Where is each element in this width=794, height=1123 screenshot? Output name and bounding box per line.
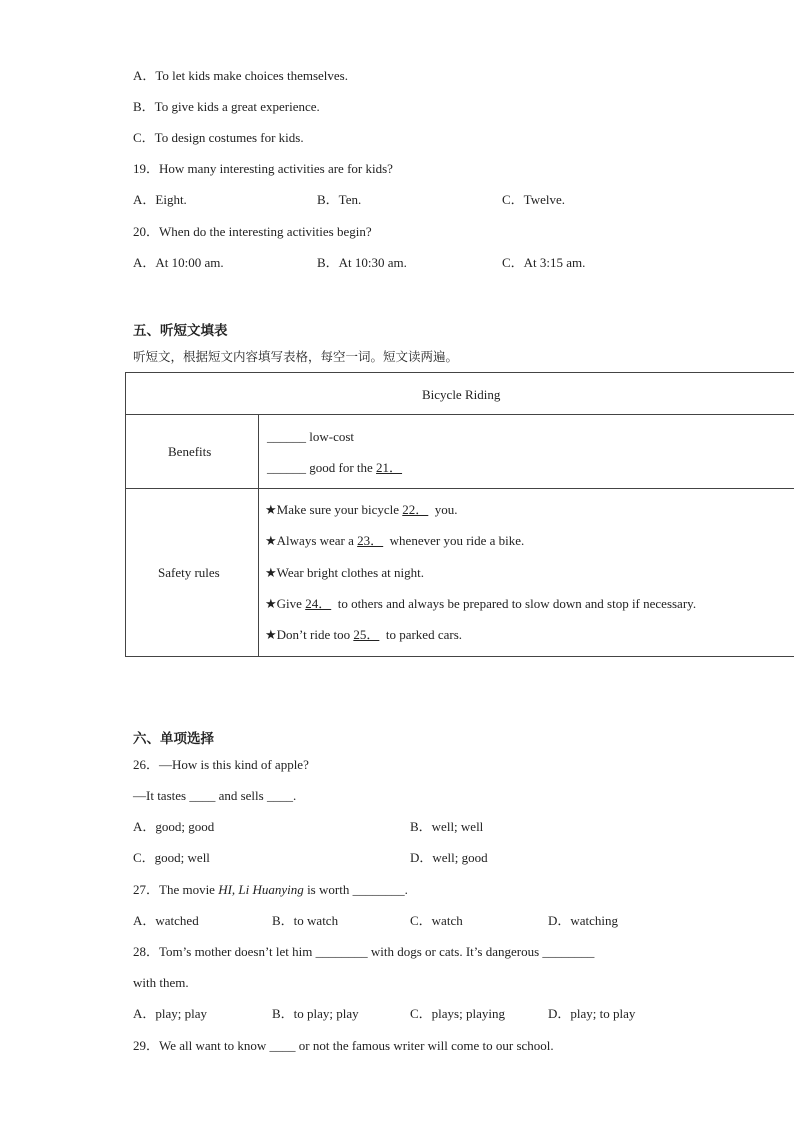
- q27-option-d: D．watching: [548, 913, 619, 928]
- q20-option-c: C．At 3:15 am.: [502, 255, 586, 270]
- q26-option-b: B．well; well: [410, 819, 484, 834]
- blank-number-22[interactable]: 22．: [402, 502, 429, 517]
- fill-blank[interactable]: ______: [267, 429, 306, 444]
- q19-option-b: B．Ten.: [317, 192, 362, 207]
- table-title: Bicycle Riding: [422, 387, 501, 402]
- rule-text: ★Wear bright clothes at night.: [265, 565, 424, 580]
- q27-stem-text: 27．The movie: [133, 882, 219, 897]
- rule-text: ★Always wear a: [265, 533, 358, 548]
- rule-text: you.: [434, 502, 458, 517]
- bicycle-riding-table: [125, 372, 794, 657]
- table-divider: [126, 488, 794, 489]
- q19-option-a: A．Eight.: [133, 192, 187, 207]
- q28-option-b: B．to play; play: [272, 1006, 359, 1021]
- benefit-row: [267, 429, 354, 445]
- rule-row: [265, 627, 462, 643]
- rule-text: to others and always be prepared to slow down and stop if necessary.: [337, 596, 697, 611]
- q28-stem: 28．Tom’s mother doesn’t let him ________ with dogs or cats. It’s dangerous ________: [133, 944, 595, 959]
- q26-option-c: C．good; well: [133, 850, 210, 865]
- q26-option-d: D．well; good: [410, 850, 488, 865]
- blank-number-24[interactable]: 24．: [305, 596, 332, 611]
- q28-option-c: C．plays; playing: [410, 1006, 505, 1021]
- q19-option-c: C．Twelve.: [502, 192, 565, 207]
- rule-row: [265, 596, 696, 612]
- q18-option-a: A．To let kids make choices themselves.: [133, 68, 348, 83]
- section6-heading: 六、单项选择: [133, 731, 214, 747]
- fill-blank[interactable]: ______: [267, 460, 306, 475]
- q26-stem: 26．—How is this kind of apple?: [133, 757, 309, 772]
- q18-option-b: B．To give kids a great experience.: [133, 99, 320, 114]
- q28-option-a: A．play; play: [133, 1006, 208, 1021]
- section5-heading: 五、听短文填表: [133, 323, 228, 339]
- rule-text: whenever you ride a bike.: [389, 533, 525, 548]
- rule-text: ★Give: [265, 596, 306, 611]
- q27-option-c: C．watch: [410, 913, 463, 928]
- rule-text: ★Don’t ride too: [265, 627, 354, 642]
- rule-text: ★Make sure your bicycle: [265, 502, 403, 517]
- rule-row: [265, 502, 458, 518]
- table-divider: [126, 414, 794, 415]
- blank-number-21[interactable]: 21．: [376, 460, 403, 475]
- benefit-text: good for the: [306, 460, 377, 475]
- rule-row: [265, 565, 424, 581]
- rule-text: to parked cars.: [385, 627, 463, 642]
- q29-stem: 29．We all want to know ____ or not the famous writer will come to our school.: [133, 1038, 554, 1053]
- q18-option-c: C．To design costumes for kids.: [133, 130, 304, 145]
- q28-stem-continued: with them.: [133, 975, 189, 990]
- q26-option-a: A．good; good: [133, 819, 215, 834]
- q20-option-a: A．At 10:00 am.: [133, 255, 224, 270]
- q26-stem-reply: —It tastes ____ and sells ____.: [133, 788, 297, 803]
- q27-option-b: B．to watch: [272, 913, 339, 928]
- benefit-text: low-cost: [306, 429, 355, 444]
- rule-row: [265, 533, 524, 549]
- q27-option-a: A．watched: [133, 913, 199, 928]
- section5-instruction: 听短文，根据短文内容填写表格，每空一词。短文读两遍。: [133, 349, 459, 364]
- movie-title: HI, Li Huanying: [218, 882, 304, 897]
- q27-stem-text: is worth ________.: [303, 882, 408, 897]
- q20-stem: 20．When do the interesting activities begin?: [133, 224, 372, 239]
- q19-stem: 19．How many interesting activities are for kids?: [133, 161, 393, 176]
- blank-number-23[interactable]: 23．: [357, 533, 384, 548]
- benefits-label: Benefits: [168, 444, 212, 459]
- table-column-divider: [258, 414, 259, 656]
- benefit-row: [267, 460, 402, 476]
- q28-option-d: D．play; to play: [548, 1006, 636, 1021]
- safety-rules-label: Safety rules: [158, 565, 220, 580]
- q20-option-b: B．At 10:30 am.: [317, 255, 407, 270]
- q27-stem: [133, 882, 408, 898]
- blank-number-25[interactable]: 25．: [353, 627, 380, 642]
